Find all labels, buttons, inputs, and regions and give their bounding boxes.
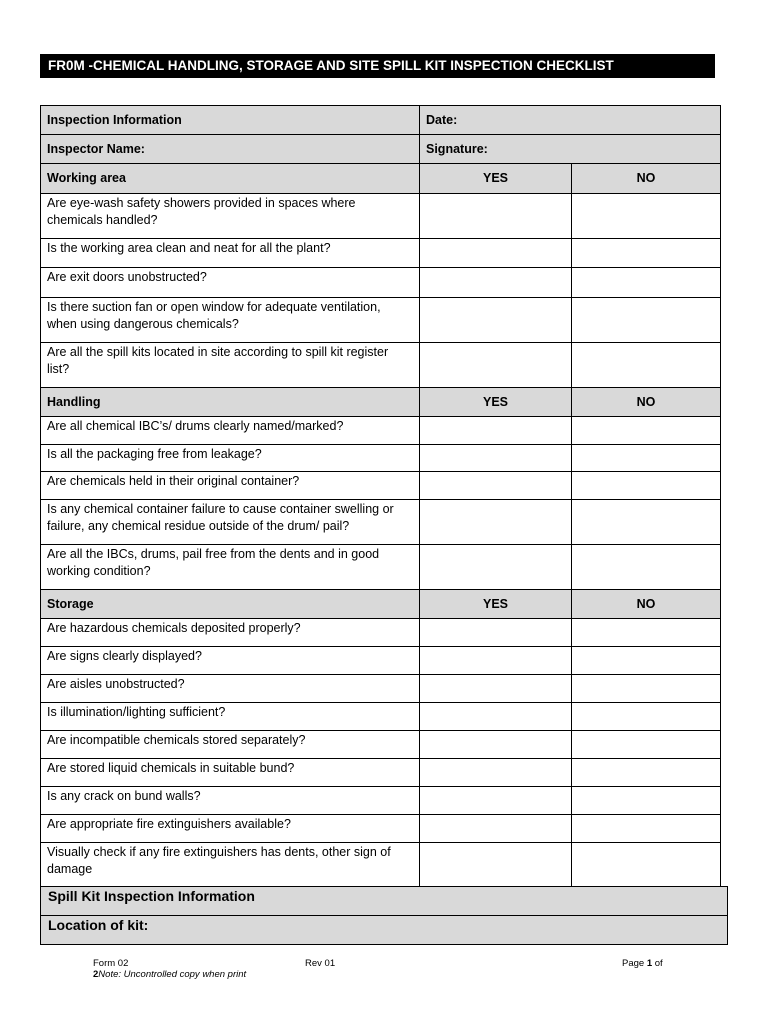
inspection-info-label: Inspection Information (41, 106, 420, 135)
no-checkbox-cell[interactable] (572, 472, 721, 500)
storage-header-row (41, 590, 721, 619)
date-field[interactable]: Date: (420, 106, 721, 135)
yes-checkbox-cell[interactable] (420, 815, 572, 843)
question-text: Is there suction fan or open window for adequate ventilation, when using dangerous chemicals? (41, 298, 420, 343)
working-area-header-row (41, 164, 721, 194)
question-text: Are incompatible chemicals stored separately? (41, 731, 420, 759)
table-row (41, 194, 721, 239)
table-row (41, 703, 721, 731)
no-checkbox-cell[interactable] (572, 239, 721, 268)
no-checkbox-cell[interactable] (572, 298, 721, 343)
note-number: 2 (93, 969, 99, 980)
table-row (41, 545, 721, 590)
yes-checkbox-cell[interactable] (420, 500, 572, 545)
no-checkbox-cell[interactable] (572, 194, 721, 239)
table-row (41, 675, 721, 703)
yes-checkbox-cell[interactable] (420, 787, 572, 815)
yes-checkbox-cell[interactable] (420, 298, 572, 343)
table-row (41, 787, 721, 815)
page-suffix: of (652, 958, 663, 969)
location-of-kit-field[interactable]: Location of kit: (41, 916, 728, 945)
question-text: Are chemicals held in their original container? (41, 472, 420, 500)
question-text: Are exit doors unobstructed? (41, 268, 420, 298)
table-row (41, 647, 721, 675)
yes-checkbox-cell[interactable] (420, 647, 572, 675)
no-column-header: NO (572, 388, 721, 417)
location-row (41, 916, 728, 945)
table-row (41, 843, 721, 888)
table-row (41, 619, 721, 647)
question-text: Are appropriate fire extinguishers available? (41, 815, 420, 843)
table-row (41, 417, 721, 445)
inspector-name-field[interactable]: Inspector Name: (41, 135, 420, 164)
question-text: Are signs clearly displayed? (41, 647, 420, 675)
page-indicator (622, 958, 663, 969)
yes-checkbox-cell[interactable] (420, 703, 572, 731)
yes-checkbox-cell[interactable] (420, 675, 572, 703)
question-text: Are all chemical IBC’s/ drums clearly named/marked? (41, 417, 420, 445)
no-checkbox-cell[interactable] (572, 343, 721, 388)
yes-column-header: YES (420, 388, 572, 417)
no-column-header: NO (572, 164, 721, 194)
yes-checkbox-cell[interactable] (420, 417, 572, 445)
question-text: Are aisles unobstructed? (41, 675, 420, 703)
form-number: Form 02 (93, 958, 129, 969)
table-row (41, 500, 721, 545)
yes-checkbox-cell[interactable] (420, 239, 572, 268)
form-title: FR0M -CHEMICAL HANDLING, STORAGE AND SITE SPILL KIT INSPECTION CHECKLIST (40, 54, 715, 78)
no-checkbox-cell[interactable] (572, 731, 721, 759)
table-row (41, 472, 721, 500)
question-text: Visually check if any fire extinguishers has dents, other sign of damage (41, 843, 420, 888)
question-text: Are eye-wash safety showers provided in spaces where chemicals handled? (41, 194, 420, 239)
inspection-info-row (41, 106, 721, 135)
no-checkbox-cell[interactable] (572, 647, 721, 675)
spill-kit-heading-row (41, 887, 728, 916)
handling-header-row (41, 388, 721, 417)
yes-checkbox-cell[interactable] (420, 268, 572, 298)
no-checkbox-cell[interactable] (572, 619, 721, 647)
no-checkbox-cell[interactable] (572, 417, 721, 445)
table-row (41, 815, 721, 843)
inspector-row (41, 135, 721, 164)
working-area-heading: Working area (41, 164, 420, 194)
no-checkbox-cell[interactable] (572, 500, 721, 545)
uncontrolled-copy-note (93, 969, 246, 980)
question-text: Is any chemical container failure to cause container swelling or failure, any chemical residue outside of the drum/ pail? (41, 500, 420, 545)
table-row (41, 445, 721, 472)
table-row (41, 268, 721, 298)
question-text: Are stored liquid chemicals in suitable bund? (41, 759, 420, 787)
question-text: Are all the spill kits located in site according to spill kit register list? (41, 343, 420, 388)
question-text: Is the working area clean and neat for all the plant? (41, 239, 420, 268)
yes-checkbox-cell[interactable] (420, 343, 572, 388)
question-text: Are hazardous chemicals deposited properly? (41, 619, 420, 647)
yes-checkbox-cell[interactable] (420, 472, 572, 500)
no-checkbox-cell[interactable] (572, 815, 721, 843)
spill-kit-table (40, 886, 728, 945)
question-text: Is any crack on bund walls? (41, 787, 420, 815)
question-text: Is all the packaging free from leakage? (41, 445, 420, 472)
yes-checkbox-cell[interactable] (420, 545, 572, 590)
no-checkbox-cell[interactable] (572, 703, 721, 731)
table-row (41, 731, 721, 759)
no-checkbox-cell[interactable] (572, 787, 721, 815)
no-column-header: NO (572, 590, 721, 619)
yes-checkbox-cell[interactable] (420, 843, 572, 888)
page-prefix: Page (622, 958, 647, 969)
yes-checkbox-cell[interactable] (420, 194, 572, 239)
no-checkbox-cell[interactable] (572, 843, 721, 888)
no-checkbox-cell[interactable] (572, 759, 721, 787)
yes-column-header: YES (420, 590, 572, 619)
checklist-table (40, 105, 721, 888)
handling-heading: Handling (41, 388, 420, 417)
table-row (41, 239, 721, 268)
yes-checkbox-cell[interactable] (420, 619, 572, 647)
table-row (41, 298, 721, 343)
no-checkbox-cell[interactable] (572, 268, 721, 298)
yes-checkbox-cell[interactable] (420, 731, 572, 759)
question-text: Are all the IBCs, drums, pail free from the dents and in good working condition? (41, 545, 420, 590)
revision: Rev 01 (305, 958, 336, 969)
storage-heading: Storage (41, 590, 420, 619)
table-row (41, 759, 721, 787)
yes-column-header: YES (420, 164, 572, 194)
no-checkbox-cell[interactable] (572, 675, 721, 703)
no-checkbox-cell[interactable] (572, 545, 721, 590)
note-text: Note: Uncontrolled copy when print (98, 969, 247, 980)
question-text: Is illumination/lighting sufficient? (41, 703, 420, 731)
spill-kit-heading: Spill Kit Inspection Information (41, 887, 728, 916)
signature-field[interactable]: Signature: (420, 135, 721, 164)
yes-checkbox-cell[interactable] (420, 759, 572, 787)
no-checkbox-cell[interactable] (572, 445, 721, 472)
table-row (41, 343, 721, 388)
page-number: 1 (646, 958, 653, 969)
yes-checkbox-cell[interactable] (420, 445, 572, 472)
